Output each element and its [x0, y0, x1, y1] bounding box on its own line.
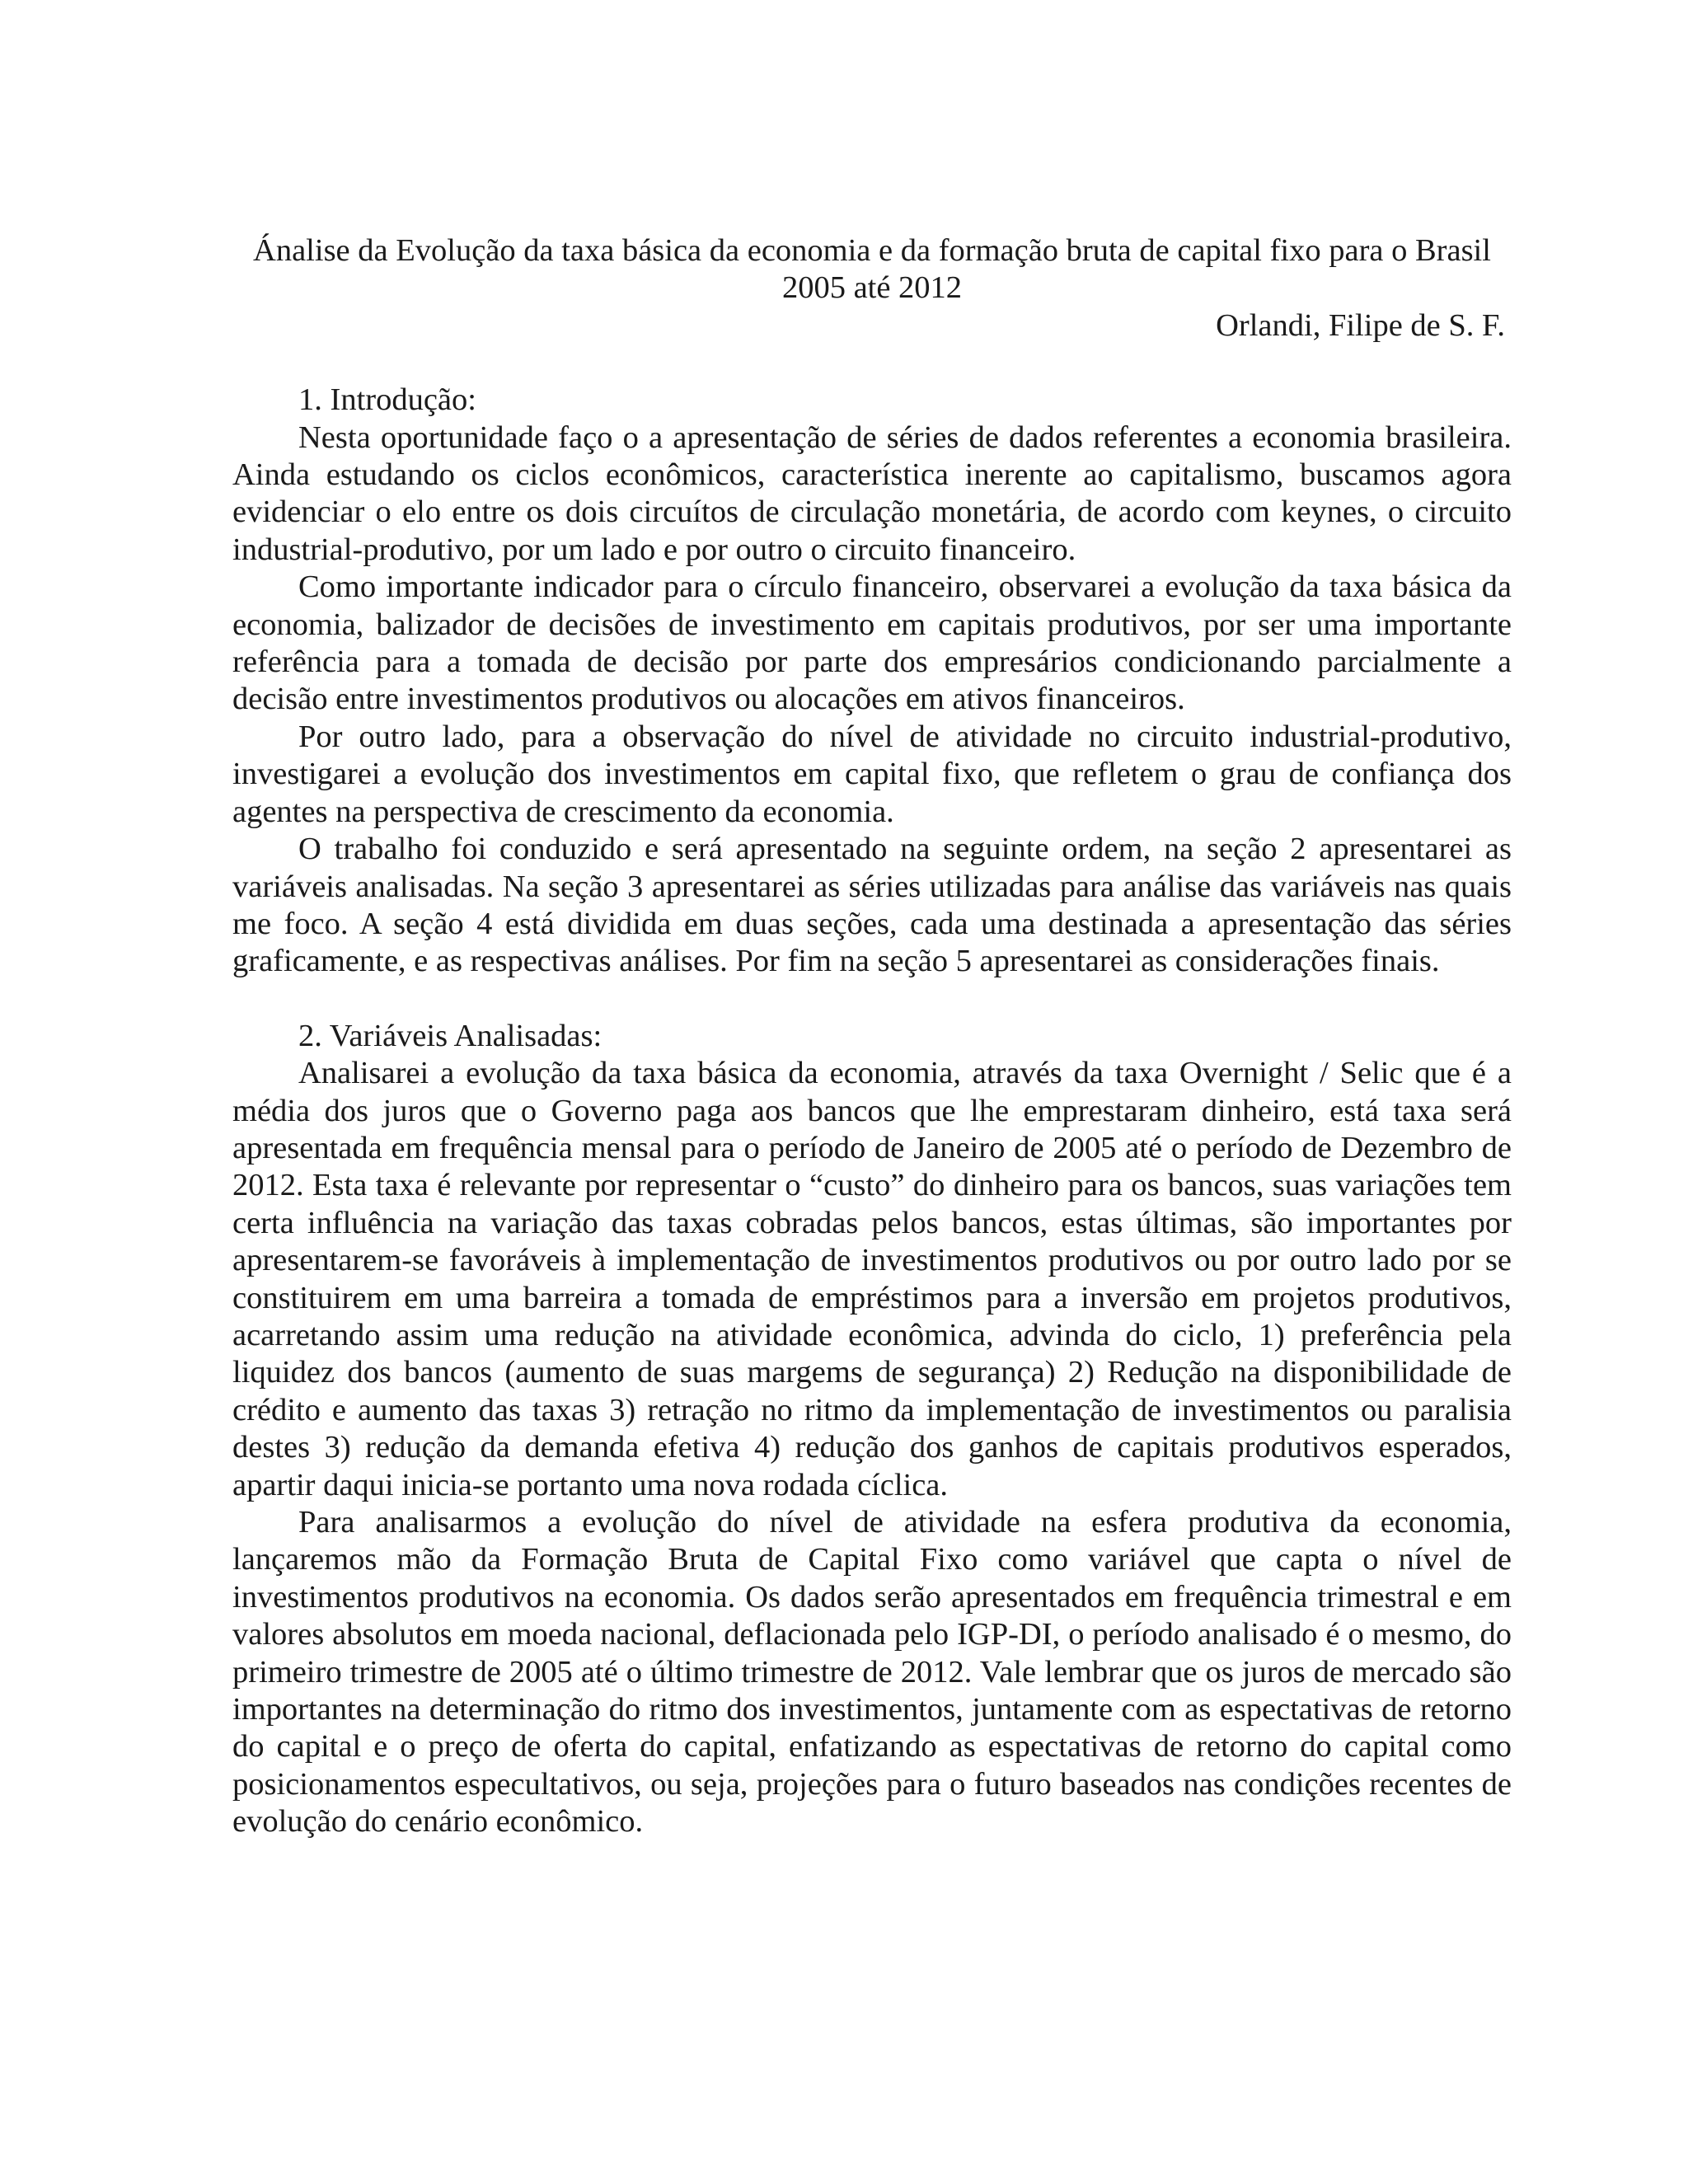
- section-introducao: [232, 382, 1512, 981]
- section-heading: 2. Variáveis Analisadas:: [298, 1018, 603, 1053]
- paragraph: O trabalho foi conduzido e será apresentado na seguinte ordem, na seção 2 apresentarei as variáveis analisadas. Na seção 3 apresentarei as séries utilizadas para análise das variáveis nas quais me foco. A seção 4 está dividida em duas seções, cada uma destinada a apresentação das séries graficamente, e as respectivas análises. Por fim na seção 5 apresentarei as considerações finais.: [232, 832, 1512, 979]
- author-name: Orlandi, Filipe de S. F.: [1216, 307, 1505, 343]
- spacer: [232, 344, 1512, 382]
- paragraph: Nesta oportunidade faço o a apresentação de séries de dados referentes a economia brasileira. Ainda estudando os ciclos econômicos, característica inerente ao capitalismo, buscamos agora evidenciar o elo entre os dois circuítos de circulação monetária, de acordo com keynes, o circuito industrial-produtivo, por um lado e por outro o circuito financeiro.: [232, 419, 1512, 567]
- title-line-2: 2005 até 2012: [781, 270, 963, 306]
- document-page: [232, 232, 1512, 1841]
- paragraph: Por outro lado, para a observação do nível de atividade no circuito industrial-produtivo, investigarei a evolução dos investimentos em capital fixo, que refletem o grau de confiança dos agentes na perspectiva de crescimento da economia.: [232, 719, 1512, 829]
- document-title: [232, 232, 1512, 307]
- paragraph: Como importante indicador para o círculo financeiro, observarei a evolução da taxa básica da economia, balizador de decisões de investimento em capitais produtivos, por ser uma importante referência para a tomada de decisão por parte dos empresários condicionando parcialmente a decisão entre investimentos produtivos ou alocações em ativos financeiros.: [232, 569, 1512, 717]
- title-line-1: Ánalise da Evolução da taxa básica da economia e da formação bruta de capital fixo para o Brasil: [253, 233, 1491, 268]
- section-heading: 1. Introdução:: [298, 382, 476, 418]
- paragraph: Analisarei a evolução da taxa básica da economia, através da taxa Overnight / Selic que é a média dos juros que o Governo paga aos bancos que lhe emprestaram dinheiro, está taxa será apresentada em frequência mensal para o período de Janeiro de 2005 até o período de Dezembro de 2012. Esta taxa é relevante por representar o “custo” do dinheiro para os bancos, suas variações tem certa influência na variação das taxas cobradas pelos bancos, estas últimas, são importantes por apresentarem-se favoráveis à implementação de investimentos produtivos ou por outro lado por se constituirem em uma barreira a tomada de empréstimos para a inversão em projetos produtivos, acarretando assim uma redução na atividade econômica, advinda do ciclo, 1) preferência pela liquidez dos bancos (aumento de suas margems de segurança) 2) Redução na disponibilidade de crédito e aumento das taxas 3) retração no ritmo da implementação de investimentos ou paralisia destes 3) redução da demanda efetiva 4) redução dos ganhos de capitais produtivos esperados, apartir daqui inicia-se portanto uma nova rodada cíclica.: [232, 1056, 1512, 1502]
- spacer: [232, 981, 1512, 1018]
- paragraph: Para analisarmos a evolução do nível de atividade na esfera produtiva da economia, lançaremos mão da Formação Bruta de Capital Fixo como variável que capta o nível de investimentos produtivos na economia. Os dados serão apresentados em frequência trimestral e em valores absolutos em moeda nacional, deflacionada pelo IGP-DI, o período analisado é o mesmo, do primeiro trimestre de 2005 até o último trimestre de 2012. Vale lembrar que os juros de mercado são importantes na determinação do ritmo dos investimentos, juntamente com as espectativas de retorno do capital e o preço de oferta do capital, enfatizando as espectativas de retorno do capital como posicionamentos especultativos, ou seja, projeções para o futuro baseados nas condições recentes de evolução do cenário econômico.: [232, 1505, 1512, 1840]
- section-variaveis-analisadas: [232, 1018, 1512, 1841]
